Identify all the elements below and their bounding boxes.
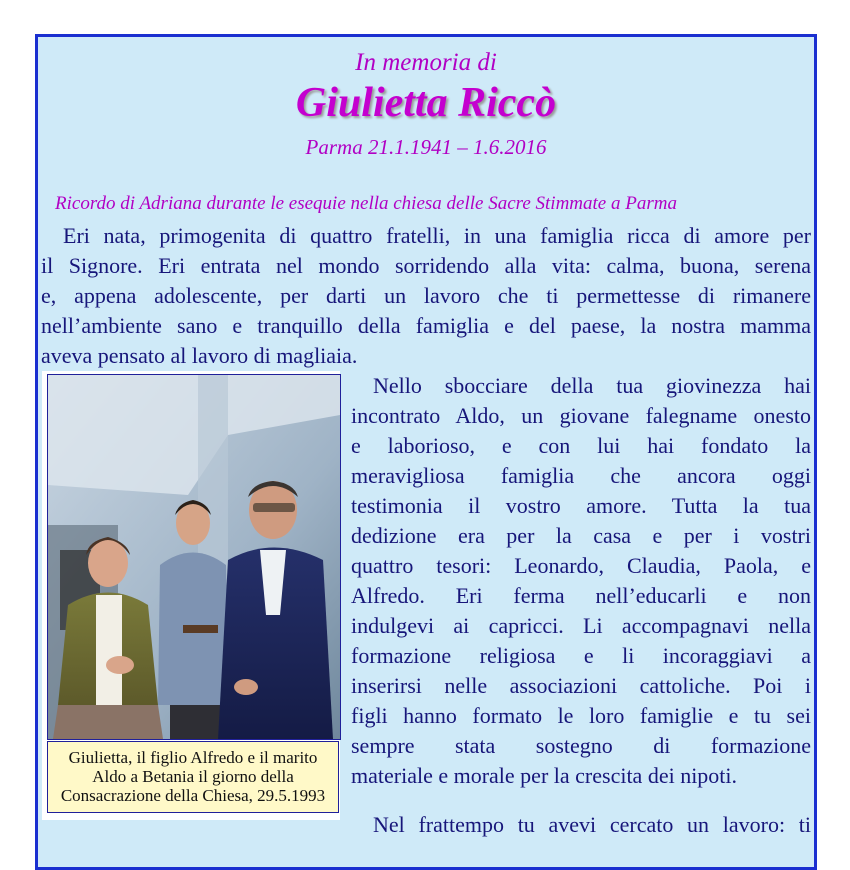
photo-figure: [42, 371, 340, 820]
paragraph-2-line: Nello sbocciare della tua giovinezza hai: [373, 373, 811, 398]
paragraph-1: [41, 221, 811, 371]
life-dates: Parma 21.1.1941 – 1.6.2016: [305, 135, 547, 159]
paragraph-2-line: figli hanno formato le loro famiglie e tu sei: [351, 703, 811, 728]
paragraph-3: [351, 810, 811, 840]
paragraph-2-line: Alfredo. Eri ferma nell’educarli e non: [351, 583, 811, 608]
paragraph-1-line: e, appena adolescente, per darti un lavoro che ti permettesse di rimanere: [41, 283, 811, 308]
paragraph-2-line: incontrato Aldo, un giovane falegname onesto: [351, 403, 811, 428]
photo-caption-line: Aldo a Betania il giorno della: [92, 767, 294, 786]
paragraph-2-line: indulgevi ai capricci. Li accompagnavi nella: [351, 613, 811, 638]
paragraph-1-line: aveva pensato al lavoro di magliaia.: [41, 343, 358, 368]
paragraph-2-line: inserirsi nelle associazioni cattoliche. Poi i: [351, 673, 811, 698]
paragraph-2-line: sempre stata sostegno di formazione: [351, 733, 811, 758]
paragraph-1-line: nell’ambiente sano e tranquillo della famiglia e del paese, la nostra mamma: [41, 313, 811, 338]
paragraph-2-line: dedizione era per la casa e per i vostri: [351, 523, 811, 548]
person-name: Giulietta Riccò: [295, 80, 557, 126]
paragraph-2: [351, 371, 811, 791]
paragraph-2-line: e laborioso, e con lui hai fondato la: [351, 433, 811, 458]
photo-caption: [47, 741, 339, 813]
family-photo-image: [48, 375, 340, 739]
photo-caption-line: Consacrazione della Chiesa, 29.5.1993: [60, 786, 326, 805]
photo-caption-line: Giulietta, il figlio Alfredo e il marito: [68, 748, 318, 767]
paragraph-2-line: testimonia il vostro amore. Tutta la tua: [351, 493, 811, 518]
paragraph-3-line: Nel frattempo tu avevi cercato un lavoro: ti: [373, 812, 811, 837]
intro-heading: In memoria di: [355, 49, 497, 76]
paragraph-2-line: meravigliosa famiglia che ancora oggi: [351, 463, 811, 488]
paragraph-1-line: Eri nata, primogenita di quattro fratelli, in una famiglia ricca di amore per: [63, 223, 811, 248]
paragraph-2-line: quattro tesori: Leonardo, Claudia, Paola, e: [351, 553, 811, 578]
paragraph-1-line: il Signore. Eri entrata nel mondo sorridendo alla vita: calma, buona, serena: [41, 253, 811, 278]
family-photo: [47, 374, 341, 740]
paragraph-2-line: materiale e morale per la crescita dei nipoti.: [351, 763, 738, 788]
paragraph-2-line: formazione religiosa e li incoraggiavi a: [351, 643, 811, 668]
memorial-page: [35, 34, 817, 870]
subtitle: Ricordo di Adriana durante le esequie nella chiesa delle Sacre Stimmate a Parma: [55, 193, 677, 214]
